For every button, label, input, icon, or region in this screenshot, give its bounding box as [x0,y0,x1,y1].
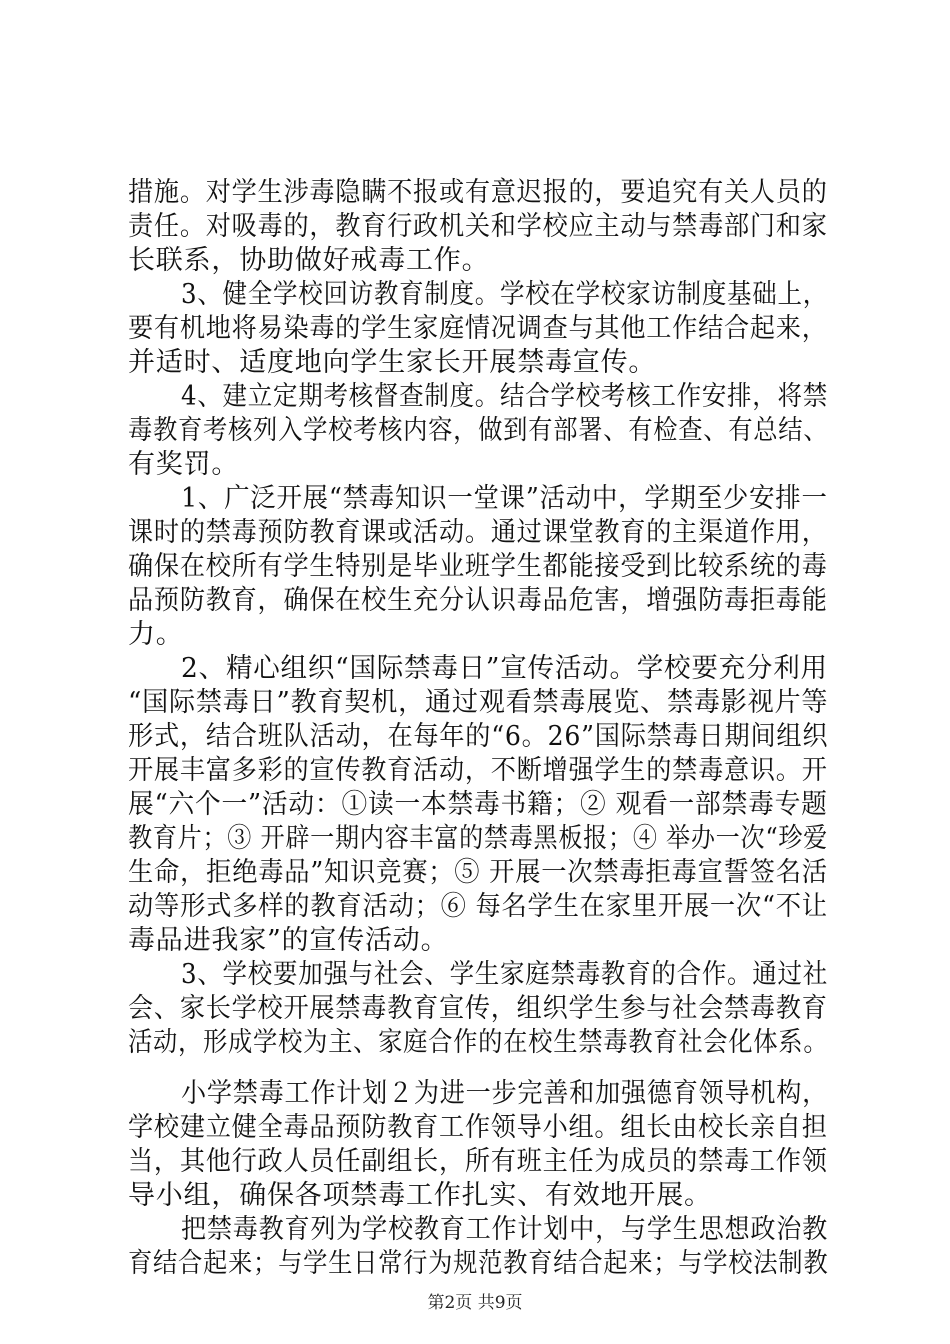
text-line: 动等形式多样的教育活动；⑥ 每名学生在家里开展一次“不让 [128,891,828,922]
text-line: 展“六个一”活动：①读一本禁毒书籍；② 观看一部禁毒专题 [128,789,828,820]
text-line: 会、家长学校开展禁毒教育宣传，组织学生参与社会禁毒教育 [128,993,828,1024]
text-line: 开展丰富多彩的宣传教育活动，不断增强学生的禁毒意识。开 [128,755,828,786]
text-line: 形式，结合班队活动，在每年的“6。26”国际禁毒日期间组织 [128,721,829,752]
text-line: 学校建立健全毒品预防教育工作领导小组。组长由校长亲自担 [128,1112,828,1143]
text-line: 毒品进我家”的宣传活动。 [128,925,449,956]
text-line: 生命，拒绝毒品”知识竞赛；⑤ 开展一次禁毒拒毒宣誓签名活 [128,857,828,888]
text-line: 措施。对学生涉毒隐瞒不报或有意迟报的，要追究有关人员的 [128,177,828,208]
text-line: “国际禁毒日”教育契机，通过观看禁毒展览、禁毒影视片等 [128,687,829,718]
text-line: 教育片；③ 开辟一期内容丰富的禁毒黑板报；④ 举办一次“珍爱 [128,823,829,854]
text-line: 力。 [128,619,184,650]
text-line: 品预防教育，确保在校生充分认识毒品危害，增强防毒拒毒能 [128,585,828,616]
text-line: 育结合起来；与学生日常行为规范教育结合起来；与学校法制教 [128,1248,829,1279]
text-line: 1、广泛开展“禁毒知识一堂课”活动中，学期至少安排一 [181,483,828,514]
text-line: 活动，形成学校为主、家庭合作的在校生禁毒教育社会化体系。 [128,1027,829,1058]
text-line: 有奖罚。 [128,449,240,480]
text-line: 2、精心组织“国际禁毒日”宣传活动。学校要充分利用 [181,653,828,684]
text-line: 3、健全学校回访教育制度。学校在学校家访制度基础上， [181,279,828,310]
text-line: 4、建立定期考核督查制度。结合学校考核工作安排，将禁 [181,381,828,412]
text-line: 把禁毒教育列为学校教育工作计划中，与学生思想政治教 [181,1214,828,1245]
text-line: 长联系，协助做好戒毒工作。 [128,245,490,276]
text-line: 3、学校要加强与社会、学生家庭禁毒教育的合作。通过社 [181,959,828,990]
text-line: 当，其他行政人员任副组长，所有班主任为成员的禁毒工作领 [128,1146,828,1177]
text-line: 并适时、适度地向学生家长开展禁毒宣传。 [128,347,657,378]
text-line: 责任。对吸毒的，教育行政机关和学校应主动与禁毒部门和家 [128,211,828,242]
text-line: 毒教育考核列入学校考核内容，做到有部署、有检查、有总结、 [128,415,829,446]
text-line: 要有机地将易染毒的学生家庭情况调查与其他工作结合起来， [128,313,828,344]
text-line: 课时的禁毒预防教育课或活动。通过课堂教育的主渠道作用， [128,517,828,548]
text-line: 确保在校所有学生特别是毕业班学生都能接受到比较系统的毒 [128,551,828,582]
page-number-footer: 第2页 共9页 [427,1293,523,1313]
text-line: 小学禁毒工作计划２为进一步完善和加强德育领导机构， [181,1078,828,1109]
text-line: 导小组，确保各项禁毒工作扎实、有效地开展。 [128,1180,712,1211]
